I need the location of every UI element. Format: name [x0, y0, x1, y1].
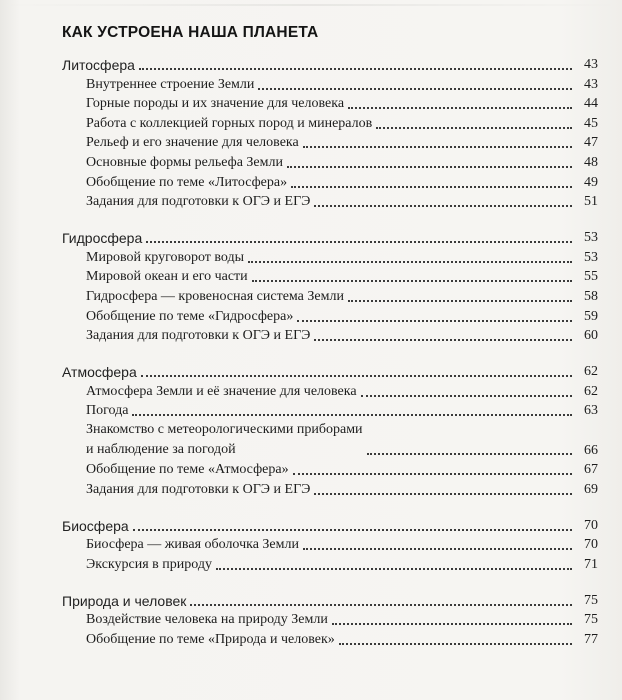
leader-dots [314, 493, 572, 495]
page-number: 59 [584, 308, 598, 324]
leader-dots [146, 241, 572, 243]
page-number: 75 [584, 612, 598, 628]
page-number: 45 [584, 115, 598, 131]
leader-dots [297, 320, 572, 322]
leader-dots [367, 453, 572, 455]
toc-items [86, 610, 610, 649]
toc-items [86, 535, 610, 574]
entry-line: Знакомство с метеорологическими приборами [86, 422, 363, 438]
toc-section-heading[interactable] [62, 513, 610, 535]
leader-dots [303, 146, 572, 148]
section-title: Природа и человек [62, 592, 187, 609]
leader-dots [348, 107, 572, 109]
page-number: 66 [584, 442, 598, 458]
leader-dots [348, 300, 572, 302]
entry-line: Горные породы и их значение для человека [86, 96, 345, 112]
toc-section-heading[interactable] [62, 225, 610, 247]
leader-dots [258, 88, 572, 90]
toc-section-heading[interactable] [62, 52, 610, 74]
page-number: 60 [584, 328, 598, 344]
entry-title [86, 611, 328, 629]
entry-title [86, 115, 372, 133]
entry-line: и наблюдение за погодой [86, 441, 236, 457]
entry-title [86, 461, 289, 479]
entry-line: Работа с коллекцией горных пород и минералов [86, 115, 373, 131]
leader-dots [339, 643, 572, 645]
toc-entry[interactable] [86, 133, 610, 153]
entry-title [86, 193, 310, 211]
page-number: 47 [584, 135, 598, 151]
leader-dots [139, 68, 572, 70]
section-title: Биосфера [62, 517, 129, 534]
entry-line: Обобщение по теме «Гидросфера» [86, 308, 294, 324]
entry-title [86, 174, 287, 192]
entry-line: Мировой океан и его части [86, 269, 248, 285]
page-number: 70 [584, 517, 598, 533]
leader-dots [248, 261, 572, 263]
toc-entry[interactable] [86, 152, 610, 172]
toc-section [62, 52, 610, 211]
toc-entry[interactable] [86, 554, 610, 574]
page-number: 77 [584, 632, 598, 648]
entry-line: Биосфера — живая оболочка Земли [86, 537, 299, 553]
toc-entry[interactable] [86, 247, 610, 267]
leader-dots [287, 166, 572, 168]
section-title: Гидросфера [62, 230, 143, 247]
page-number: 62 [584, 364, 598, 380]
page-number: 51 [584, 194, 598, 210]
page-number: 75 [584, 592, 598, 608]
toc-entry[interactable] [86, 94, 610, 114]
page-edge-shadow [0, 4, 622, 6]
page-number: 70 [584, 537, 598, 553]
entry-title [86, 383, 357, 401]
toc-entry[interactable] [86, 381, 610, 401]
leader-dots [133, 529, 572, 531]
page-number: 43 [584, 57, 598, 72]
page-number: 53 [584, 249, 598, 265]
entry-line: Мировой круговорот воды [86, 249, 245, 265]
toc-section [62, 225, 610, 345]
entry-title [86, 95, 344, 113]
leader-dots [132, 414, 572, 416]
entry-line: Внутреннее строение Земли [86, 76, 255, 92]
entry-line: Атмосфера Земли и её значение для человека [86, 383, 357, 399]
table-of-contents [62, 52, 610, 663]
entry-title [86, 288, 344, 306]
page-number: 55 [584, 269, 598, 285]
toc-entry[interactable] [86, 420, 610, 459]
page-number: 62 [584, 383, 598, 399]
toc-entry[interactable] [86, 326, 610, 346]
page-number: 53 [584, 230, 598, 246]
entry-title [86, 134, 299, 152]
toc-section-heading[interactable] [62, 359, 610, 381]
leader-dots [314, 205, 572, 207]
toc-entry[interactable] [86, 610, 610, 630]
page-number: 63 [584, 403, 598, 419]
leader-dots [190, 604, 572, 606]
toc-entry[interactable] [86, 192, 610, 212]
page-number: 69 [584, 481, 598, 497]
leader-dots [293, 473, 572, 475]
entry-title [86, 536, 299, 554]
page-number: 48 [584, 154, 598, 170]
entry-title [86, 631, 335, 649]
entry-line: Обобщение по теме «Атмосфера» [86, 462, 289, 478]
entry-title [86, 249, 244, 267]
toc-entry[interactable] [86, 113, 610, 133]
page-number: 44 [584, 96, 598, 112]
entry-line: Задания для подготовки к ОГЭ и ЕГЭ [86, 194, 311, 210]
entry-line: Рельеф и его значение для человека [86, 135, 299, 151]
entry-line: Гидросфера — кровеносная система Земли [86, 288, 344, 304]
leader-dots [252, 280, 572, 282]
toc-items [86, 247, 610, 345]
entry-line: Погода [86, 403, 129, 419]
toc-section-heading[interactable] [62, 588, 610, 610]
section-title: Литосфера [62, 57, 135, 73]
toc-entry[interactable] [86, 286, 610, 306]
leader-dots [216, 568, 572, 570]
leader-dots [376, 127, 572, 129]
entry-title [86, 327, 310, 345]
entry-title [86, 308, 293, 326]
page-title: КАК УСТРОЕНА НАША ПЛАНЕТА [62, 24, 319, 41]
entry-line: Основные формы рельефа Земли [86, 154, 283, 170]
toc-items [86, 381, 610, 499]
entry-line: Задания для подготовки к ОГЭ и ЕГЭ [86, 328, 311, 344]
section-title: Атмосфера [62, 364, 137, 381]
entry-line: Обобщение по теме «Литосфера» [86, 174, 288, 190]
leader-dots [291, 186, 572, 188]
page-number: 58 [584, 288, 598, 304]
entry-title [86, 268, 248, 286]
entry-title [86, 76, 254, 94]
toc-entry[interactable] [86, 401, 610, 421]
page-number: 71 [584, 556, 598, 572]
entry-title [86, 556, 212, 574]
toc-entry[interactable] [86, 172, 610, 192]
page-number: 49 [584, 174, 598, 190]
toc-entry[interactable] [86, 535, 610, 555]
entry-title [86, 154, 283, 172]
toc-entry[interactable] [86, 267, 610, 287]
toc-section [62, 588, 610, 649]
toc-entry[interactable] [86, 460, 610, 480]
entry-line: Экскурсия в природу [86, 556, 212, 572]
entry-title [86, 420, 363, 459]
page-number: 67 [584, 462, 598, 478]
leader-dots [141, 375, 572, 377]
entry-title [86, 402, 128, 420]
toc-section [62, 513, 610, 574]
entry-title [86, 481, 310, 499]
entry-line: Задания для подготовки к ОГЭ и ЕГЭ [86, 481, 311, 497]
toc-entry[interactable] [86, 306, 610, 326]
toc-entry[interactable] [86, 629, 610, 649]
page-number: 43 [584, 76, 598, 92]
entry-line: Воздействие человека на природу Земли [86, 612, 328, 628]
leader-dots [303, 548, 572, 550]
toc-section [62, 359, 610, 499]
entry-line: Обобщение по теме «Природа и человек» [86, 632, 335, 648]
leader-dots [332, 623, 572, 625]
toc-items [86, 74, 610, 211]
leader-dots [314, 339, 572, 341]
toc-entry[interactable] [86, 479, 610, 499]
leader-dots [361, 395, 572, 397]
toc-entry[interactable] [86, 74, 610, 94]
